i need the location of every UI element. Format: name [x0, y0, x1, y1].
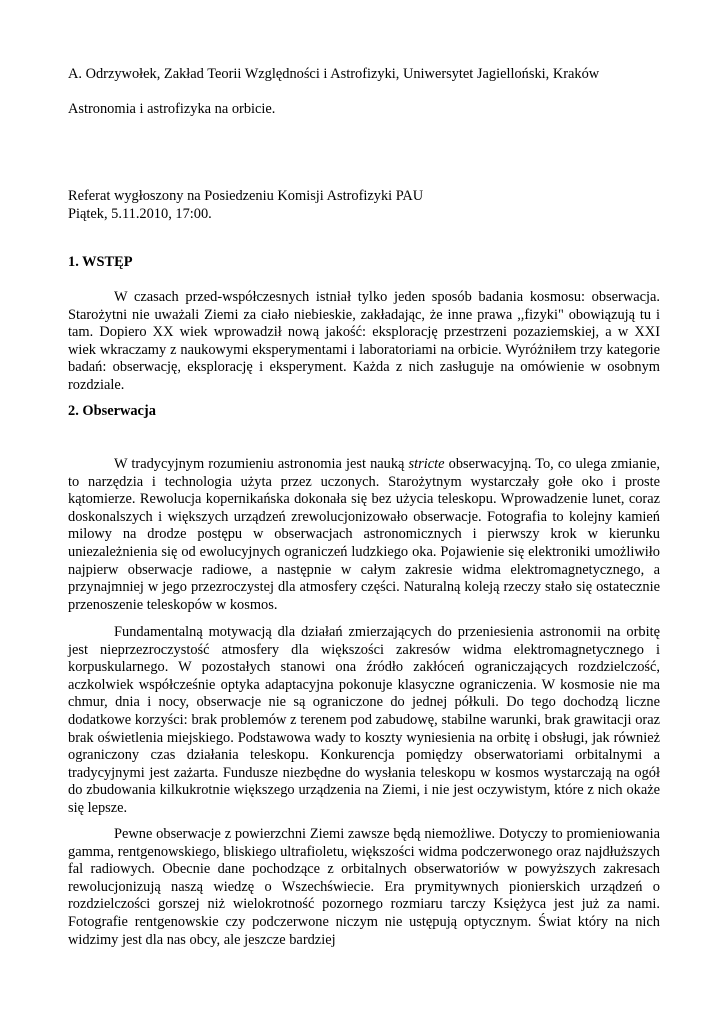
section-1-heading	[68, 254, 660, 272]
paragraph	[68, 289, 660, 395]
section-2-paragraph-2	[68, 624, 660, 818]
section-2-heading	[68, 403, 660, 421]
title-line: Astronomia i astrofizyka na orbicie.	[68, 101, 276, 117]
paragraph-text: Pewne obserwacje z powierzchni Ziemi zawsze będą niemożliwe. Dotyczy to promieniowania gamma, rentgenowskiego, bliskiego ultrafioletu, większości widma podczerwonego oraz najdłuższych fal radiowych. Obecnie dane pochodzące z orbitalnych obserwatoriów w powyższych zakresach rewolucjonizują naszą wiedzę o Wszechświecie. Era prymitywnych pionierskich urządzeń o rozdzielczości gorszej niż wielokrotność pozornego rozmiaru tarczy Księżyca jest już za nami. Fotografie rentgenowskie czy podczerwone niczym nie ustępują optycznym. Świat który na nich widzimy jest dla nas obcy, ale jeszcze bardziej	[68, 826, 660, 948]
section-heading: 1. WSTĘP	[68, 254, 133, 270]
paragraph	[68, 826, 660, 949]
paragraph-text: W czasach przed-współczesnych istniał tylko jeden sposób badania kosmosu: obserwacja. Starożytni nie uważali Ziemi za ciało niebieskie, zakładając, że inne prawa ,,fizyki" obowiązują tu i tam. Dopiero XX wiek wprowadził nową jakość: eksplorację przestrzeni pozaziemskiej, a w XXI wiek wkraczamy z naukowymi eksperymentami i laboratoriami na orbicie. Wyróżniłem trzy kategorie badań: obserwację, eksplorację i eksperyment. Każda z nich zasługuje na omówienie w osobnym rozdziale.	[68, 289, 660, 393]
section-2-paragraph-1	[68, 456, 660, 614]
paragraph-italic: stricte	[408, 456, 445, 472]
paragraph-text-end: obserwacyjną. To, co ulega zmianie, to narzędzia i technologia użyta przez uczonych. Starożytnym wystarczały gołe oko i proste kątomierze. Rewolucja kopernikańska dokonała się bez użycia teleskopu. Wprowadzenie lunet, coraz doskonalszych i większych urządzeń zrewolucjonizowało obserwacje. Fotografia to kolejny kamień milowy na drodze postępu w obserwacjach astronomicznych i pierwszy krok w kierunku uniezależnienia się od ewolucyjnych ograniczeń ludzkiego oka. Pojawienie się elektroniki umożliwiło najpierw obserwacje radiowe, a następnie w całym zakresie widma elektromagnetycznego, a przynajmniej w jego przezroczystej dla atmosfery części. Naturalną koleją rzeczy stało się ostatecznie przenoszenie teleskopów w kosmos.	[68, 456, 660, 613]
section-heading: 2. Obserwacja	[68, 403, 156, 419]
document-title	[68, 101, 660, 119]
section-2-paragraph-3	[68, 826, 660, 949]
author-affiliation	[68, 66, 660, 84]
author-line: A. Odrzywołek, Zakład Teorii Względności i Astrofizyki, Uniwersytet Jagielloński, Kraków	[68, 66, 600, 82]
talk-info	[68, 188, 660, 223]
paragraph-text: Fundamentalną motywacją dla działań zmierzających do przeniesienia astronomii na orbitę jest nieprzezroczystość atmosfery dla większości zakresów widma elektromagnetycznego i korpuskularnego. W pozostałych stanowi ona źródło zakłóceń ograniczających rozdzielczość, aczkolwiek współcześnie optyka adaptacyjna pokonuje klasyczne ograniczenia. W kosmosie nie ma chmur, dnia i nocy, obserwacje nie są ograniczone do jednej półkuli. Do tego dochodzą liczne dodatkowe korzyści: brak problemów z terenem pod zabudowę, stabilne warunki, brak grawitacji oraz brak oświetlenia miejskiego. Podstawowa wady to koszty wyniesienia na orbitę i obsługi, jak również ograniczony czas działania teleskopu. Konkurencja pomiędzy obserwatoriami orbitalnymi a tradycyjnymi jest zażarta. Fundusze niezbędne do wysłania teleskopu w kosmos wystarczają na ogół do zbudowania kilkukrotnie większego urządzenia na Ziemi, i nie jest oczywistym, które z nich okaże się lepsze.	[68, 624, 660, 816]
talk-line-1: Referat wygłoszony na Posiedzeniu Komisji Astrofizyki PAU	[68, 188, 424, 204]
paragraph	[68, 456, 660, 614]
section-1-body	[68, 289, 660, 395]
paragraph-text-start: W tradycyjnym rozumieniu astronomia jest nauką	[114, 456, 409, 472]
talk-line-2: Piątek, 5.11.2010, 17:00.	[68, 205, 212, 222]
paragraph	[68, 624, 660, 818]
